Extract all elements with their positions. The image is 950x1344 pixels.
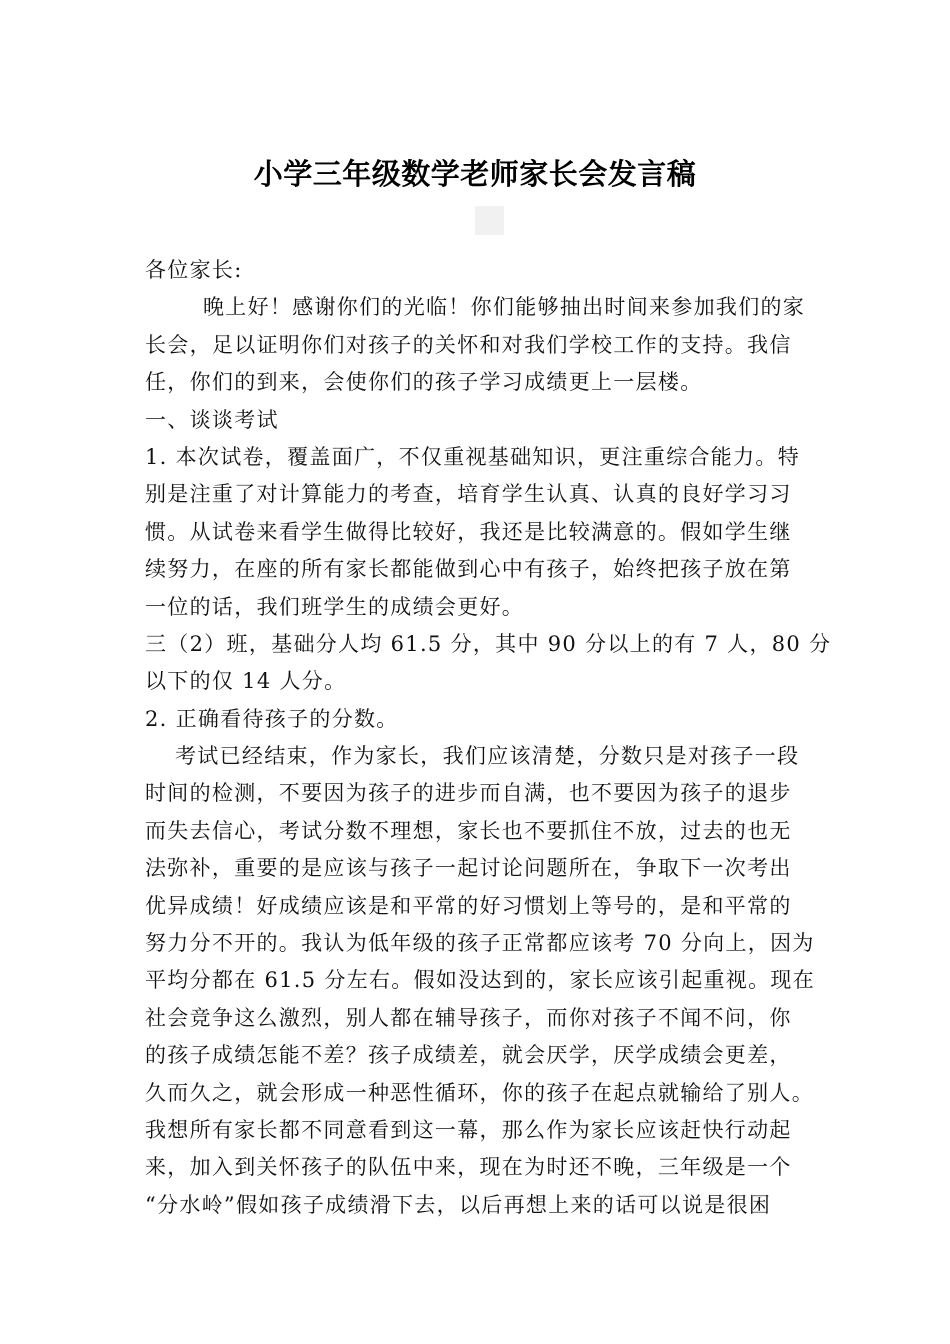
paragraph-line: 我想所有家长都不同意看到这一幕，那么作为家长应该赶快行动起: [145, 1117, 792, 1142]
paragraph-line: 来，加入到关怀孩子的队伍中来，现在为时还不晚，三年级是一个: [145, 1155, 792, 1180]
image-placeholder: [475, 206, 504, 235]
subsection-heading: 2. 正确看待孩子的分数。: [145, 706, 399, 731]
paragraph-line: 社会竞争这么激烈，别人都在辅导孩子，而你对孩子不闻不问，你: [145, 1005, 792, 1030]
paragraph-line: “分水岭”假如孩子成绩滑下去，以后再想上来的话可以说是很困: [145, 1192, 772, 1217]
paragraph-line: 任，你们的到来，会使你们的孩子学习成绩更上一层楼。: [145, 370, 703, 395]
paragraph-line: 时间的检测，不要因为孩子的进步而自满，也不要因为孩子的退步: [145, 781, 792, 806]
paragraph-line: 长会，足以证明你们对孩子的关怀和对我们学校工作的支持。我信: [145, 332, 792, 357]
paragraph-line: 三（2）班，基础分人均 61.5 分，其中 90 分以上的有 7 人，80 分: [145, 631, 832, 656]
document-title: 小学三年级数学老师家长会发言稿: [253, 157, 697, 191]
paragraph-line: 别是注重了对计算能力的考查，培育学生认真、认真的良好学习习: [145, 482, 792, 507]
paragraph-line: 优异成绩！好成绩应该是和平常的好习惯划上等号的，是和平常的: [145, 893, 792, 918]
salutation: 各位家长:: [145, 258, 243, 282]
paragraph-line: 以下的仅 14 人分。: [145, 669, 347, 694]
paragraph-line: 惯。从试卷来看学生做得比较好，我还是比较满意的。假如学生继: [145, 519, 792, 544]
paragraph-line: 考试已经结束，作为家长，我们应该清楚，分数只是对孩子一段: [175, 744, 800, 769]
paragraph-line: 晚上好！感谢你们的光临！你们能够抽出时间来参加我们的家: [203, 295, 806, 320]
paragraph-line: 努力分不开的。我认为低年级的孩子正常都应该考 70 分向上，因为: [145, 931, 815, 956]
paragraph-line: 而失去信心，考试分数不理想，家长也不要抓住不放，过去的也无: [145, 818, 792, 843]
paragraph-line: 法弥补，重要的是应该与孩子一起讨论问题所在，争取下一次考出: [145, 856, 792, 881]
document-body: [145, 252, 832, 1224]
paragraph-line: 平均分都在 61.5 分左右。假如没达到的，家长应该引起重视。现在: [145, 968, 816, 993]
paragraph-line: 久而久之，就会形成一种恶性循环，你的孩子在起点就输给了别人。: [145, 1080, 814, 1105]
paragraph-line: 一位的话，我们班学生的成绩会更好。: [145, 594, 525, 619]
section-heading: 一、谈谈考试: [145, 407, 279, 432]
paragraph-line: 的孩子成绩怎能不差？孩子成绩差，就会厌学，厌学成绩会更差，: [145, 1043, 792, 1068]
paragraph-line: 续努力，在座的所有家长都能做到心中有孩子，始终把孩子放在第: [145, 557, 792, 582]
paragraph-line: 1. 本次试卷，覆盖面广，不仅重视基础知识，更注重综合能力。特: [145, 444, 801, 469]
